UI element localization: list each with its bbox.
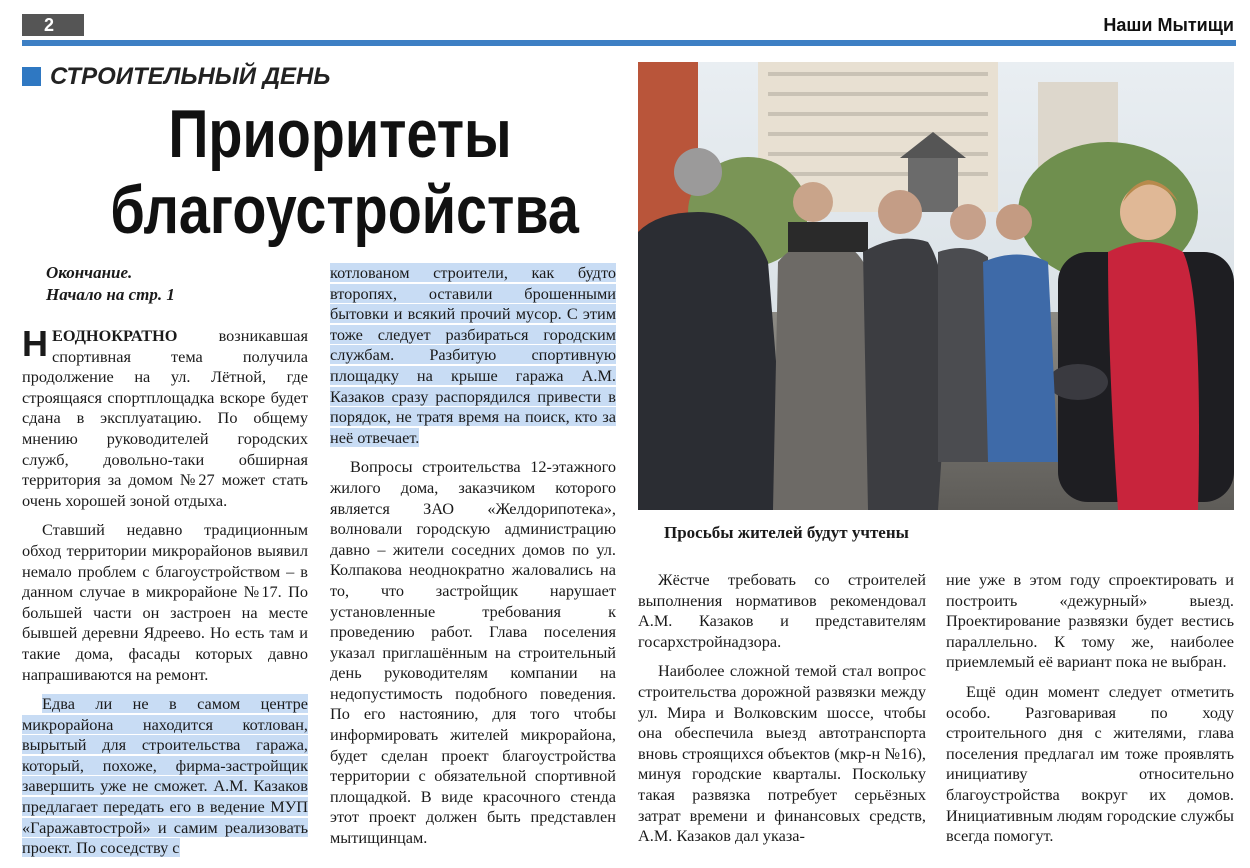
publication-name: Наши Мытищи [1103, 15, 1234, 35]
lead-note [46, 262, 175, 306]
paragraph: ние уже в этом году спроектировать и построить «дежурный» выезд. Проектирование развязки будет вестись параллельно. К тому же, наиболее приемлемый её вариант пока не выбран. [946, 570, 1234, 672]
photo-illustration [638, 62, 1234, 510]
paragraph: Ещё один момент следует отметить особо. Разговаривая по ходу строительного дня с жителями, глава поселения предлагал им тоже проявлять инициативу относительно благоустройства вокруг их домов. Инициативным людям городские службы всегда помогут. [946, 681, 1234, 846]
paragraph-text: возникавшая спортивная тема получила продолжение на ул. Лётной, где строящаяся спортплощадка вскоре будет сдана в эксплуатацию. По общему мнению руководителей городских служб, довольно-таки обширная территория за домом №27 может стать очень хорошей зоной отдыха. [22, 326, 308, 510]
paragraph: Ставший недавно традиционным обход территории микрорайонов выявил немало проблем с благоустройством – в данном случае в микрорайоне №17. По большей части он застроен на месте бывшей деревни Ядреево. Но есть там и такие дома, фасады которых давно напрашиваются на ремонт. [22, 520, 308, 684]
article-column-3 [638, 570, 926, 856]
paragraph: Вопросы строительства 12-этажного жилого дома, заказчиком которого является ЗАО «Желдорипотека», волновали городскую администрацию давно – жители соседних домов по ул. Колпакова неоднократно жаловались на то, что застройщик нарушает установленные требования к проведению работ. Глава поселения указал приглашённым на строительный день руководителям компании на недопустимость подобного поведения. По его настоянию, для того чтобы информировать жителей микрорайона, будет сделан проект благоустройства территории с обязательной спортивной площадкой. В виде красочного стенда этот проект должен быть представлен мытищинцам. [330, 457, 616, 848]
headline-line-1: Приоритеты [168, 96, 512, 172]
article-column-2 [330, 263, 616, 858]
article-column-1 [22, 323, 308, 868]
rubric-square-icon [22, 67, 41, 86]
page-number: 2 [22, 14, 84, 36]
photo-caption: Просьбы жителей будут учтены [664, 523, 909, 542]
paragraph [22, 694, 308, 859]
paragraph [22, 323, 308, 511]
article-column-4 [946, 570, 1234, 856]
paragraph: Жёстче требовать со строителей выполнения нормативов рекомендовал А.М. Казаков и представителям госархстройнадзора. [638, 570, 926, 651]
news-photo [638, 62, 1234, 510]
lead-line-1: Окончание. [46, 263, 133, 282]
lead-word: ЕОДНОКРАТНО [52, 326, 178, 345]
paragraph [330, 263, 616, 448]
rubric-label: СТРОИТЕЛЬНЫЙ ДЕНЬ [50, 63, 331, 90]
headline-line-2: благоустройства [110, 172, 579, 249]
headline [110, 96, 579, 249]
highlighted-text: котлованом строители, как будто второпях, оставили брошенными бытовки и всякий прочий мусор. С этим тоже следует разбираться городским службам. Разбитую спортивную площадку на крыше гаража А.М. Казаков сразу распорядился привести в порядок, не тратя время на поиск, кто за неё отвечает. [330, 263, 616, 447]
lead-line-2: Начало на стр. 1 [46, 285, 175, 304]
header-rule [22, 40, 1236, 46]
page-header [0, 10, 1250, 42]
highlighted-text: Едва ли не в самом центре микрорайона находится котлован, вырытый для строительства гаража, который, похоже, фирма-застройщик завершить уже не сможет. А.М. Казаков предлагает передать его в ведение МУП «Гаражавтострой» и самим реализовать проект. По соседству с [22, 694, 308, 858]
drop-cap: Н [22, 323, 48, 364]
paragraph: Наиболее сложной темой стал вопрос строительства дорожной развязки между ул. Мира и Волковским шоссе, чтобы она обеспечила выезд автотранспорта вновь строящихся объектов (мкр-н №16), минуя городские кварталы. Поскольку такая развязка потребует серьёзных затрат времени и финансовых средств, А.М. Казаков дал указа- [638, 661, 926, 846]
